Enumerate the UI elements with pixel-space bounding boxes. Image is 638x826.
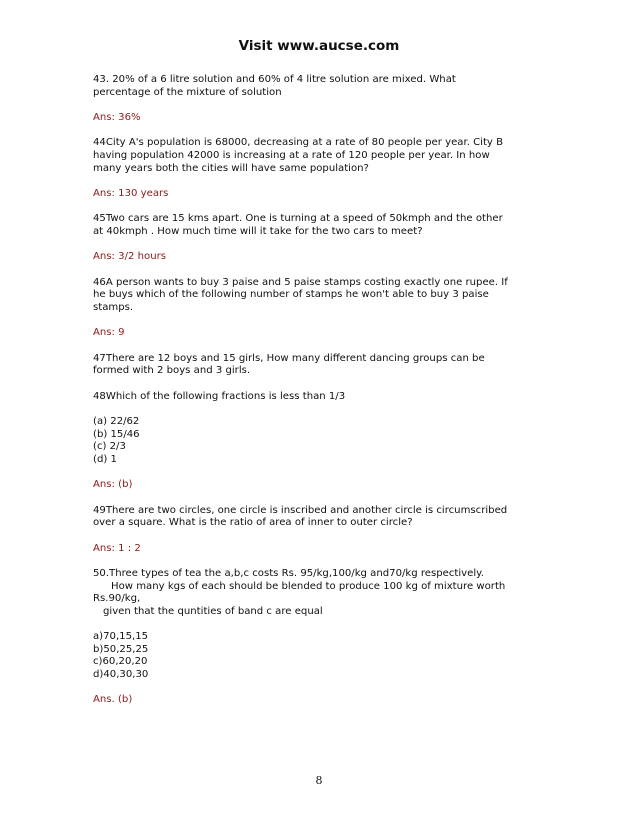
question-text: having population 42000 is increasing at a rate of 120 people per year. In how	[93, 149, 490, 161]
question-text: over a square. What is the ratio of area of inner to outer circle?	[93, 517, 413, 529]
page-header: Visit www.aucse.com	[238, 38, 400, 54]
question-text: 47There are 12 boys and 15 girls, How many different dancing groups can be	[93, 352, 485, 364]
question-text: 49There are two circles, one circle is inscribed and another circle is circumscribed	[93, 504, 508, 516]
options-48	[93, 416, 543, 466]
question-text: 43. 20% of a 6 litre solution and 60% of 4 litre solution are mixed. What	[93, 74, 456, 85]
page-number: 8	[315, 774, 323, 787]
answer-50: Ans. (b)	[93, 694, 133, 706]
question-list	[93, 74, 543, 707]
question-text: percentage of the mixture of solution	[93, 86, 282, 98]
question-text: 50.Three types of tea the a,b,c costs Rs. 95/kg,100/kg and70/kg respectively.	[93, 568, 484, 579]
option-item: (b) 15/46	[93, 428, 140, 440]
question-text: 45Two cars are 15 kms apart. One is turning at a speed of 50kmph and the other	[93, 213, 503, 225]
option-item: d)40,30,30	[93, 668, 149, 680]
answer-45: Ans: 3/2 hours	[93, 251, 167, 263]
question-text: 46A person wants to buy 3 paise and 5 paise stamps costing exactly one rupee. If	[93, 276, 508, 288]
answer-48: Ans: (b)	[93, 479, 133, 491]
question-47	[93, 353, 543, 378]
question-49	[93, 505, 543, 530]
question-text: 44City A's population is 68000, decreasing at a rate of 80 people per year. City B	[93, 137, 504, 149]
question-43	[93, 74, 543, 99]
question-text: How many kgs of each should be blended to produce 100 kg of mixture worth	[111, 580, 506, 592]
question-text: formed with 2 boys and 3 girls.	[93, 365, 251, 377]
options-50	[93, 631, 543, 681]
question-text: he buys which of the following number of stamps he won't able to buy 3 paise	[93, 289, 489, 301]
answer-49: Ans: 1 : 2	[93, 542, 141, 554]
option-item: a)70,15,15	[93, 631, 149, 643]
question-text: at 40kmph . How much time will it take for the two cars to meet?	[93, 225, 423, 237]
question-text: many years both the cities will have same population?	[93, 162, 369, 174]
option-item: c)60,20,20	[93, 656, 148, 668]
answer-44: Ans: 130 years	[93, 187, 169, 199]
question-45	[93, 213, 543, 238]
option-item: (d) 1	[93, 453, 117, 465]
question-44	[93, 137, 543, 175]
option-item: (c) 2/3	[93, 441, 126, 453]
answer-46: Ans: 9	[93, 327, 125, 339]
option-item: (a) 22/62	[93, 416, 140, 428]
question-text: stamps.	[93, 301, 134, 313]
option-item: b)50,25,25	[93, 643, 149, 655]
question-text: 48Which of the following fractions is less than 1/3	[93, 390, 346, 402]
question-48	[93, 391, 543, 404]
question-46	[93, 277, 543, 315]
question-text: Rs.90/kg,	[93, 593, 141, 605]
question-50	[93, 568, 543, 618]
answer-43: Ans: 36%	[93, 111, 141, 123]
question-text: given that the quntities of band c are equal	[103, 605, 323, 617]
